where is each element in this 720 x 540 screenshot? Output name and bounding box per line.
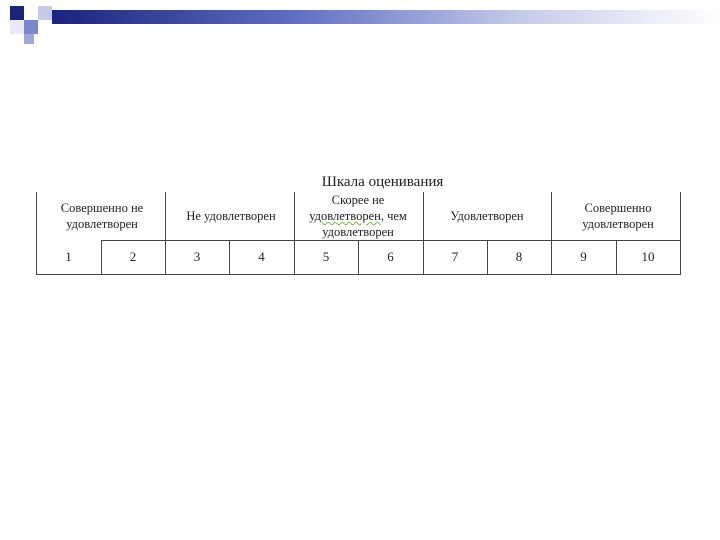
category-satisfied [427,192,547,240]
category-label: Не удовлетворен [186,209,276,223]
category-rather-dissatisfied [298,190,418,242]
logo-square-4 [10,20,24,34]
logo-square-3 [38,6,52,20]
scale-divider [680,192,681,275]
category-label-line1: Скорее не [331,193,385,207]
scale-number: 4 [258,249,265,264]
logo-square-1 [10,6,24,20]
category-label: Удовлетворен [450,209,524,223]
rating-scale [36,192,681,276]
scale-number: 3 [193,249,201,264]
category-completely-satisfied [566,192,670,240]
category-label: Совершенно удовлетворен [582,201,654,231]
logo-square-5 [24,34,34,44]
scale-number: 8 [515,249,523,264]
category-label-line3: удовлетворен [322,225,394,239]
scale-title: Шкала оценивания [321,174,444,190]
category-completely-dissatisfied [50,192,154,240]
category-label-suffix: , чем [380,209,407,223]
scale-number: 7 [451,249,459,264]
scale-number: 6 [387,249,394,264]
slide-header-bar [52,10,720,24]
scale-number: 1 [65,249,72,264]
scale-number: 9 [580,249,587,264]
slide-logo-squares [0,0,60,50]
category-dissatisfied [171,192,291,240]
scale-number: 5 [322,249,330,264]
category-label-word: удовлетворен [309,209,381,223]
category-label: Совершенно не удовлетворен [60,201,144,231]
logo-square-2 [24,20,38,34]
scale-number: 10 [641,249,655,264]
scale-number: 2 [129,249,137,264]
